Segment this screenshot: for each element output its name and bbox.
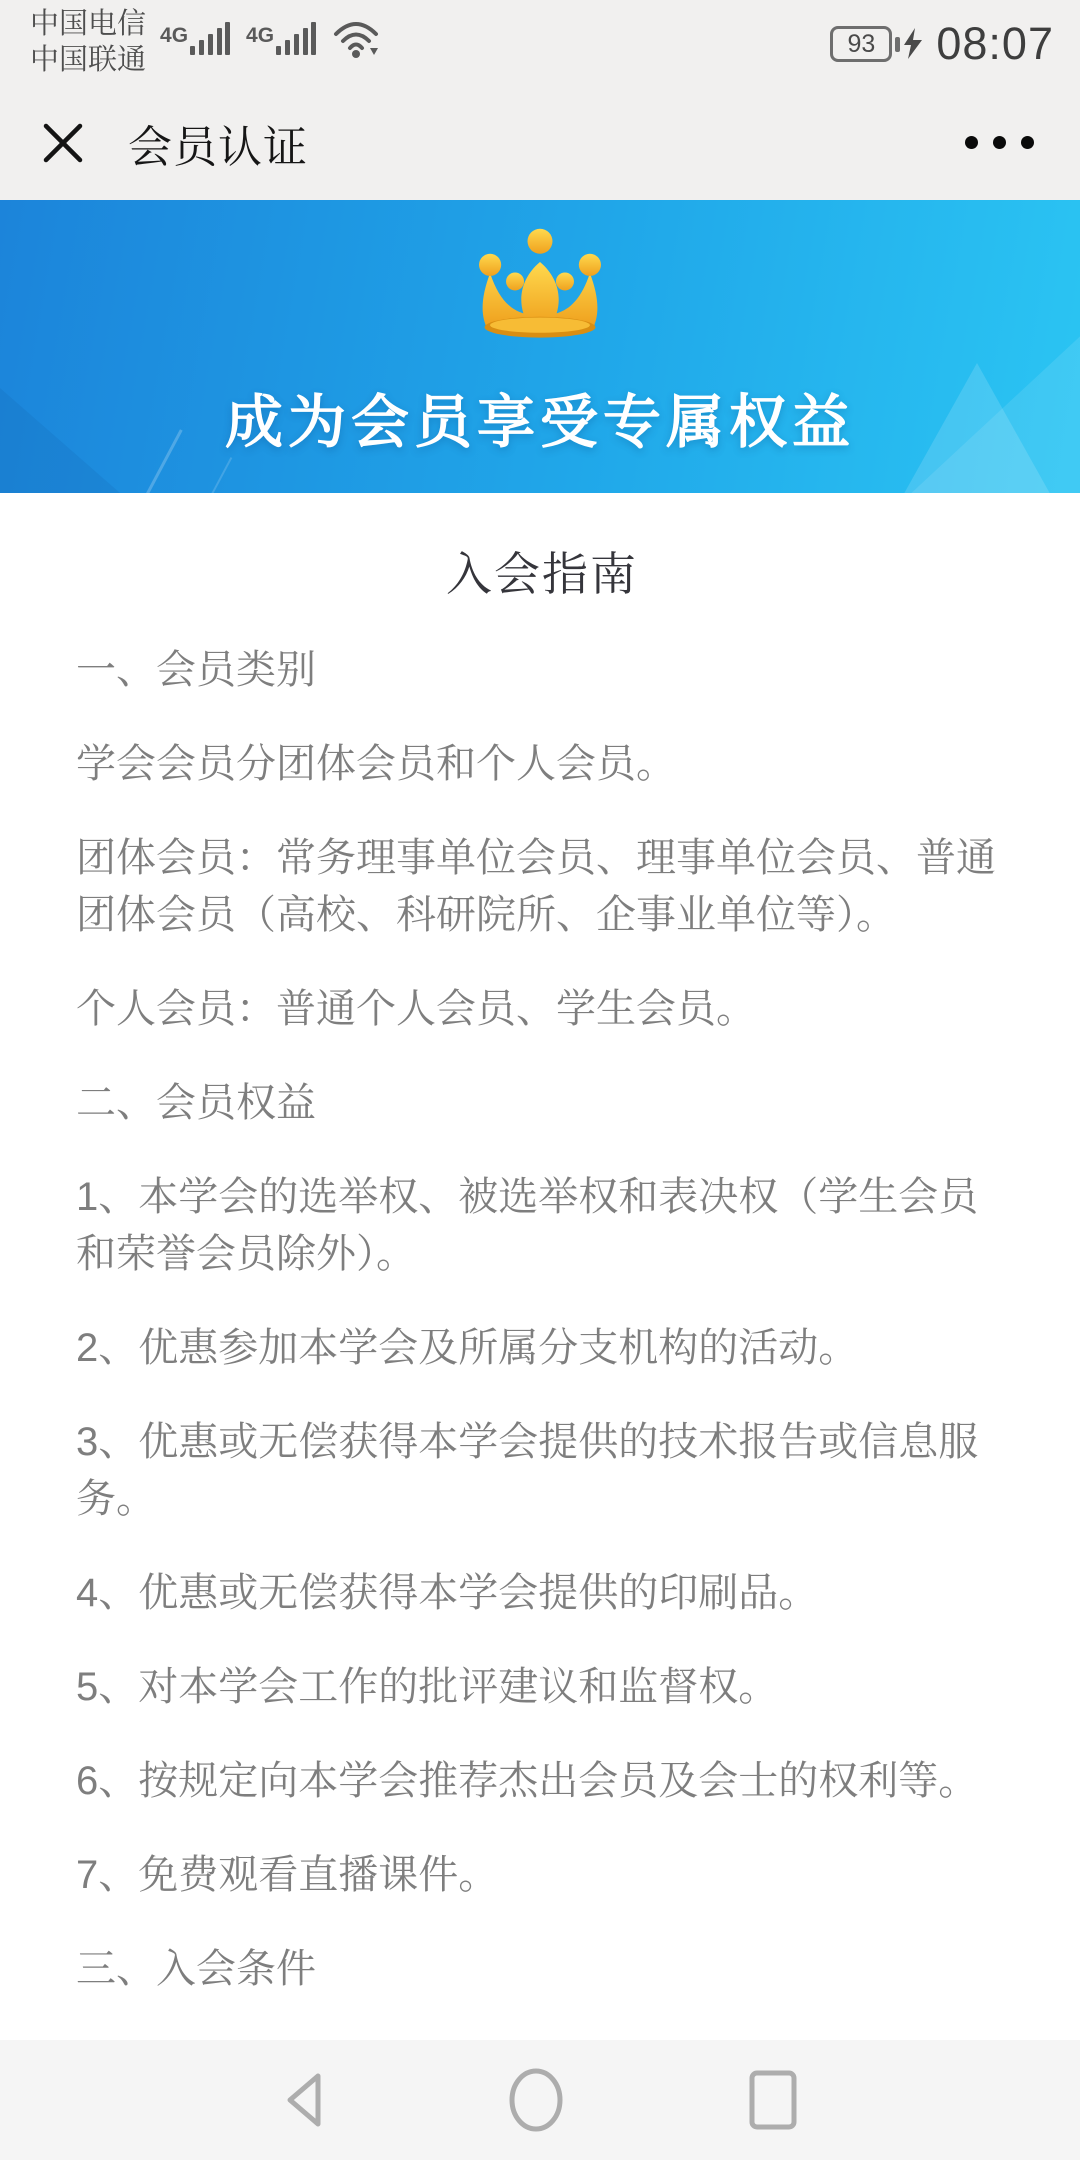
paragraph: 个人会员：普通个人会员、学生会员。 — [76, 987, 756, 1031]
battery-percent: 93 — [847, 29, 876, 58]
nav-recents-button[interactable] — [748, 2069, 798, 2131]
sim1-network — [160, 18, 230, 58]
paragraph: 二、会员权益 — [76, 1081, 316, 1125]
content-title: 入会指南 — [446, 548, 638, 600]
nav-home-button[interactable] — [507, 2067, 565, 2133]
signal-bars-icon — [276, 18, 316, 58]
more-button[interactable] — [955, 126, 1044, 159]
sim2-4g-label: 4G — [246, 24, 275, 47]
carrier-labels — [30, 6, 146, 78]
content-paragraphs — [76, 642, 1008, 1998]
home-icon — [507, 2067, 565, 2133]
paragraph: 4、优惠或无偿获得本学会提供的印刷品。 — [76, 1571, 819, 1615]
title-bar — [0, 85, 1080, 200]
banner — [0, 200, 1080, 493]
network-indicators — [160, 18, 384, 60]
status-bar — [0, 0, 1080, 85]
banner-headline: 成为会员享受专属权益 — [224, 390, 855, 455]
paragraph: 三、入会条件 — [76, 1947, 316, 1991]
content — [0, 493, 1080, 2075]
nav-back-button[interactable] — [282, 2071, 324, 2129]
clock: 08:07 — [936, 18, 1054, 69]
paragraph: 6、按规定向本学会推荐杰出会员及会士的权利等。 — [76, 1759, 979, 1803]
paragraph: 学会会员分团体会员和个人会员。 — [76, 742, 676, 786]
paragraph: 1、本学会的选举权、被选举权和表决权（学生会员和荣誉会员除外）。 — [76, 1175, 979, 1276]
paragraph: 2、优惠参加本学会及所属分支机构的活动。 — [76, 1326, 859, 1370]
paragraph: 团体会员：常务理事单位会员、理事单位会员、普通团体会员（高校、科研院所、企事业单位等）。 — [76, 836, 996, 937]
wifi-icon — [332, 18, 384, 60]
paragraph: 7、免费观看直播课件。 — [76, 1853, 499, 1897]
paragraph: 3、优惠或无偿获得本学会提供的技术报告或信息服务。 — [76, 1420, 979, 1521]
status-left — [30, 6, 384, 78]
paragraph: 一、会员类别 — [76, 648, 316, 692]
charging-icon — [900, 27, 926, 61]
paragraph: 5、对本学会工作的批评建议和监督权。 — [76, 1665, 779, 1709]
back-icon — [282, 2071, 324, 2129]
signal-bars-icon — [190, 18, 230, 58]
close-icon — [41, 121, 85, 165]
sim2-network — [246, 18, 316, 58]
status-right — [830, 18, 1054, 70]
wifi-arrow-icon — [370, 48, 378, 55]
sim1-4g-label: 4G — [160, 24, 189, 47]
crown-icon — [455, 226, 625, 353]
close-button[interactable] — [36, 116, 90, 170]
more-icon — [993, 136, 1006, 149]
android-nav-bar — [0, 2040, 1080, 2160]
recents-icon — [748, 2069, 798, 2131]
carrier-1: 中国电信 — [30, 8, 147, 40]
carrier-2: 中国联通 — [30, 44, 147, 76]
battery-icon — [830, 26, 892, 62]
more-icon — [1021, 136, 1034, 149]
page-title: 会员认证 — [128, 122, 308, 172]
more-icon — [965, 136, 978, 149]
top-area — [0, 0, 1080, 200]
